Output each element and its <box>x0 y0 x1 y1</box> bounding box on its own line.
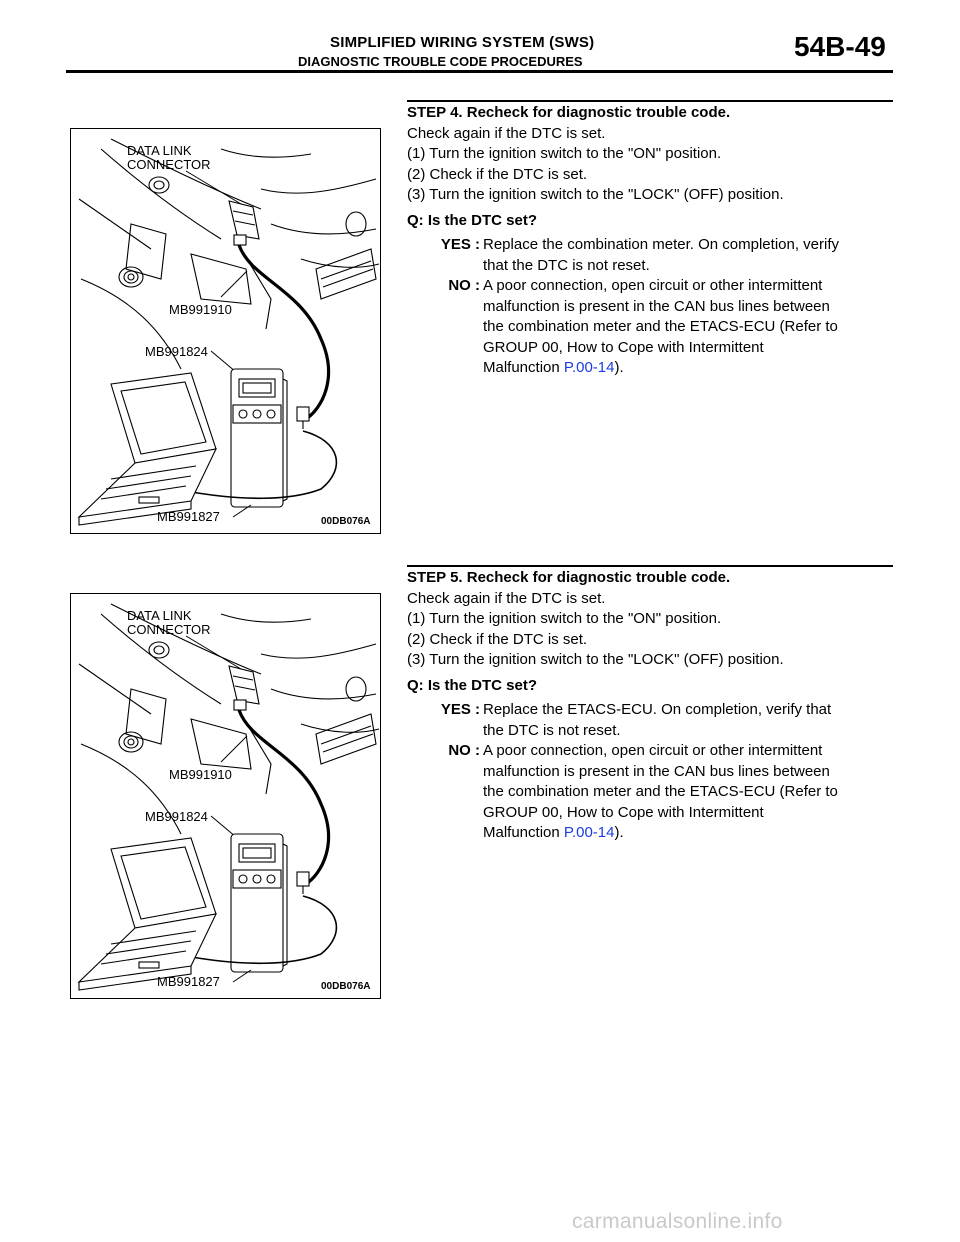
answer-text: ). <box>614 824 624 841</box>
answer-line: GROUP 00, How to Cope with Intermittent <box>483 338 764 356</box>
step-line: (3) Turn the ignition switch to the "LOCK" (OFF) position. <box>407 651 784 668</box>
answer-text: Malfunction <box>483 824 564 841</box>
answer-line: malfunction is present in the CAN bus lines between <box>483 297 830 315</box>
step-title: STEP 5. Recheck for diagnostic trouble code. <box>407 569 731 586</box>
yes-label: YES : <box>440 236 480 253</box>
step-4 <box>407 100 893 379</box>
answer-line: A poor connection, open circuit or other intermittent <box>483 277 823 294</box>
usb-cable-label: MB991827 <box>157 509 220 524</box>
step-title: STEP 4. Recheck for diagnostic trouble code. <box>407 104 731 121</box>
adapter-label: MB991910 <box>169 302 232 317</box>
answer-line: Replace the ETACS-ECU. On completion, verify that <box>483 701 832 718</box>
no-answer <box>407 741 893 844</box>
page-number: 54B-49 <box>794 31 886 62</box>
yes-answer <box>407 700 893 741</box>
site-watermark: carmanualsonline.info <box>572 1210 783 1233</box>
header-rule <box>66 70 893 73</box>
data-link-connector-label <box>127 609 211 637</box>
page-reference-link[interactable]: P.00-14 <box>563 824 615 841</box>
connection-illustration <box>71 594 380 998</box>
answer-line <box>483 823 893 844</box>
step-rule <box>407 100 893 102</box>
fig-label-line: DATA LINK <box>127 143 192 158</box>
answer-line: Replace the combination meter. On completion, verify <box>483 236 840 253</box>
section-subtitle: DIAGNOSTIC TROUBLE CODE PROCEDURES <box>298 54 583 69</box>
tester-label: MB991824 <box>145 809 208 824</box>
fig-label-line: CONNECTOR <box>127 622 211 637</box>
connection-illustration <box>71 129 380 533</box>
answer-line: A poor connection, open circuit or other intermittent <box>483 742 823 759</box>
answer-text: Malfunction <box>483 359 564 376</box>
step-line: Check again if the DTC is set. <box>407 589 606 607</box>
no-answer <box>407 276 893 379</box>
answer-line <box>483 358 893 379</box>
step-line: (3) Turn the ignition switch to the "LOCK" (OFF) position. <box>407 186 784 203</box>
step-question: Q: Is the DTC set? <box>407 676 538 694</box>
diagnostic-connection-figure <box>70 593 381 999</box>
step-5 <box>407 565 893 844</box>
answer-line: the combination meter and the ETACS-ECU (Refer to <box>483 318 838 335</box>
answer-line: malfunction is present in the CAN bus lines between <box>483 762 830 780</box>
answer-line: the DTC is not reset. <box>483 721 621 739</box>
adapter-label: MB991910 <box>169 767 232 782</box>
figure-code: 00DB076A <box>321 516 371 527</box>
usb-cable-label: MB991827 <box>157 974 220 989</box>
data-link-connector-label <box>127 144 211 172</box>
step-line: (1) Turn the ignition switch to the "ON" position. <box>407 145 722 162</box>
step-line: (1) Turn the ignition switch to the "ON" position. <box>407 610 722 627</box>
yes-answer <box>407 235 893 276</box>
figure-code: 00DB076A <box>321 981 371 992</box>
answer-line: GROUP 00, How to Cope with Intermittent <box>483 803 764 821</box>
yes-label: YES : <box>440 701 480 718</box>
answer-line: the combination meter and the ETACS-ECU (Refer to <box>483 783 838 800</box>
no-label: NO : <box>448 742 480 759</box>
section-title: SIMPLIFIED WIRING SYSTEM (SWS) <box>330 34 595 51</box>
answer-text: ). <box>614 359 624 376</box>
step-line: Check again if the DTC is set. <box>407 124 606 142</box>
answer-line: that the DTC is not reset. <box>483 256 650 274</box>
step-line: (2) Check if the DTC is set. <box>407 630 588 648</box>
tester-label: MB991824 <box>145 344 208 359</box>
page-reference-link[interactable]: P.00-14 <box>563 359 615 376</box>
fig-label-line: CONNECTOR <box>127 157 211 172</box>
fig-label-line: DATA LINK <box>127 608 192 623</box>
step-rule <box>407 565 893 567</box>
step-line: (2) Check if the DTC is set. <box>407 165 588 183</box>
no-label: NO : <box>448 277 480 294</box>
diagnostic-connection-figure <box>70 128 381 534</box>
step-question: Q: Is the DTC set? <box>407 211 538 229</box>
